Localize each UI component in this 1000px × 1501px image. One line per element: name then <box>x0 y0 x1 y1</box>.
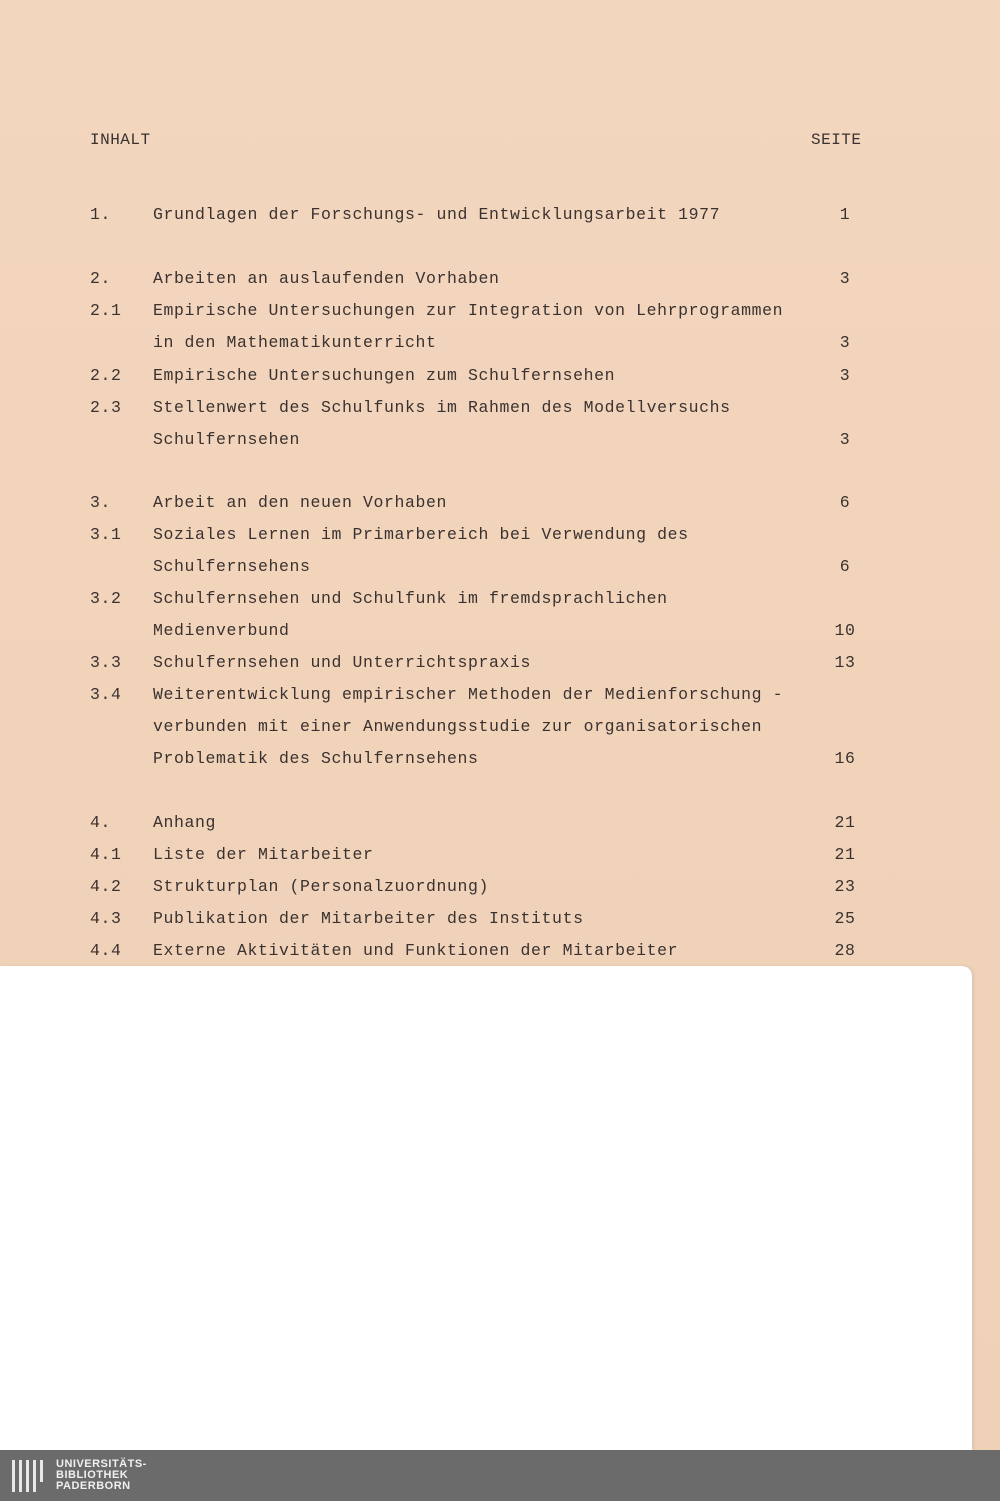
toc-entry-page: 1 <box>839 205 851 224</box>
toc-entry-number: 3.2 <box>90 589 122 608</box>
toc-entry-title: Weiterentwicklung empirischer Methoden der Medienforschung - <box>153 685 784 704</box>
toc-entry-title: Problematik des Schulfernsehens <box>153 749 479 768</box>
toc-entry-number: 4. <box>90 813 112 832</box>
toc-entry-number: 2.3 <box>90 398 122 417</box>
overlay-paper-sheet <box>0 966 972 1450</box>
toc-entry-page: 28 <box>834 941 856 960</box>
library-footer <box>0 1450 1000 1501</box>
toc-entry-title: in den Mathematikunterricht <box>153 333 437 352</box>
toc-entry-number: 4.4 <box>90 941 122 960</box>
toc-entry-number: 3.4 <box>90 685 122 704</box>
toc-entry-page: 6 <box>839 557 851 576</box>
library-name-line-2: BIBLIOTHEK <box>56 1469 129 1481</box>
toc-entry-title: verbunden mit einer Anwendungsstudie zur organisatorischen <box>153 717 763 736</box>
toc-entry-number: 1. <box>90 205 112 224</box>
toc-entry-page: 13 <box>834 653 856 672</box>
toc-entry-page: 3 <box>839 430 851 449</box>
library-name-line-1: UNIVERSITÄTS- <box>56 1458 147 1470</box>
library-logo-icon <box>8 1456 48 1496</box>
toc-entry-page: 16 <box>834 749 856 768</box>
toc-heading: INHALT <box>90 131 151 149</box>
toc-entry-title: Empirische Untersuchungen zum Schulfernsehen <box>153 366 616 385</box>
toc-entry-title: Schulfernsehen <box>153 430 301 449</box>
toc-entry-title: Soziales Lernen im Primarbereich bei Verwendung des <box>153 525 689 544</box>
toc-entry-number: 2.1 <box>90 301 122 320</box>
toc-entry-number: 4.2 <box>90 877 122 896</box>
toc-entry-title: Publikation der Mitarbeiter des Instituts <box>153 909 584 928</box>
toc-entry-page: 6 <box>839 493 851 512</box>
toc-entry-page: 25 <box>834 909 856 928</box>
library-name-line-3: PADERBORN <box>56 1480 131 1492</box>
toc-entry-number: 3.1 <box>90 525 122 544</box>
toc-entry-number: 4.3 <box>90 909 122 928</box>
toc-entry-page: 3 <box>839 333 851 352</box>
toc-entry-title: Schulfernsehens <box>153 557 311 576</box>
toc-entry-title: Externe Aktivitäten und Funktionen der Mitarbeiter <box>153 941 679 960</box>
toc-entry-number: 3.3 <box>90 653 122 672</box>
toc-entry-number: 2.2 <box>90 366 122 385</box>
toc-entry-title: Arbeit an den neuen Vorhaben <box>153 493 448 512</box>
toc-entry-number: 4.1 <box>90 845 122 864</box>
toc-entry-title: Anhang <box>153 813 217 832</box>
library-name <box>56 1459 147 1492</box>
toc-entry-page: 3 <box>839 366 851 385</box>
toc-entry-page: 3 <box>839 269 851 288</box>
toc-entry-number: 3. <box>90 493 112 512</box>
toc-entry-title: Grundlagen der Forschungs- und Entwicklungsarbeit 1977 <box>153 205 721 224</box>
toc-entry-title: Strukturplan (Personalzuordnung) <box>153 877 490 896</box>
toc-entry-number: 2. <box>90 269 112 288</box>
toc-entry-title: Liste der Mitarbeiter <box>153 845 374 864</box>
toc-entry-title: Arbeiten an auslaufenden Vorhaben <box>153 269 500 288</box>
toc-entry-title: Stellenwert des Schulfunks im Rahmen des Modellversuchs <box>153 398 731 417</box>
toc-entry-title: Schulfernsehen und Unterrichtspraxis <box>153 653 532 672</box>
toc-entry-page: 21 <box>834 813 856 832</box>
toc-entry-title: Empirische Untersuchungen zur Integration von Lehrprogrammen <box>153 301 784 320</box>
toc-entry-page: 10 <box>834 621 856 640</box>
toc-entry-page: 21 <box>834 845 856 864</box>
toc-entry-title: Schulfernsehen und Schulfunk im fremdsprachlichen <box>153 589 668 608</box>
toc-entry-title: Medienverbund <box>153 621 290 640</box>
toc-entry-page: 23 <box>834 877 856 896</box>
page-column-heading: SEITE <box>811 131 862 149</box>
